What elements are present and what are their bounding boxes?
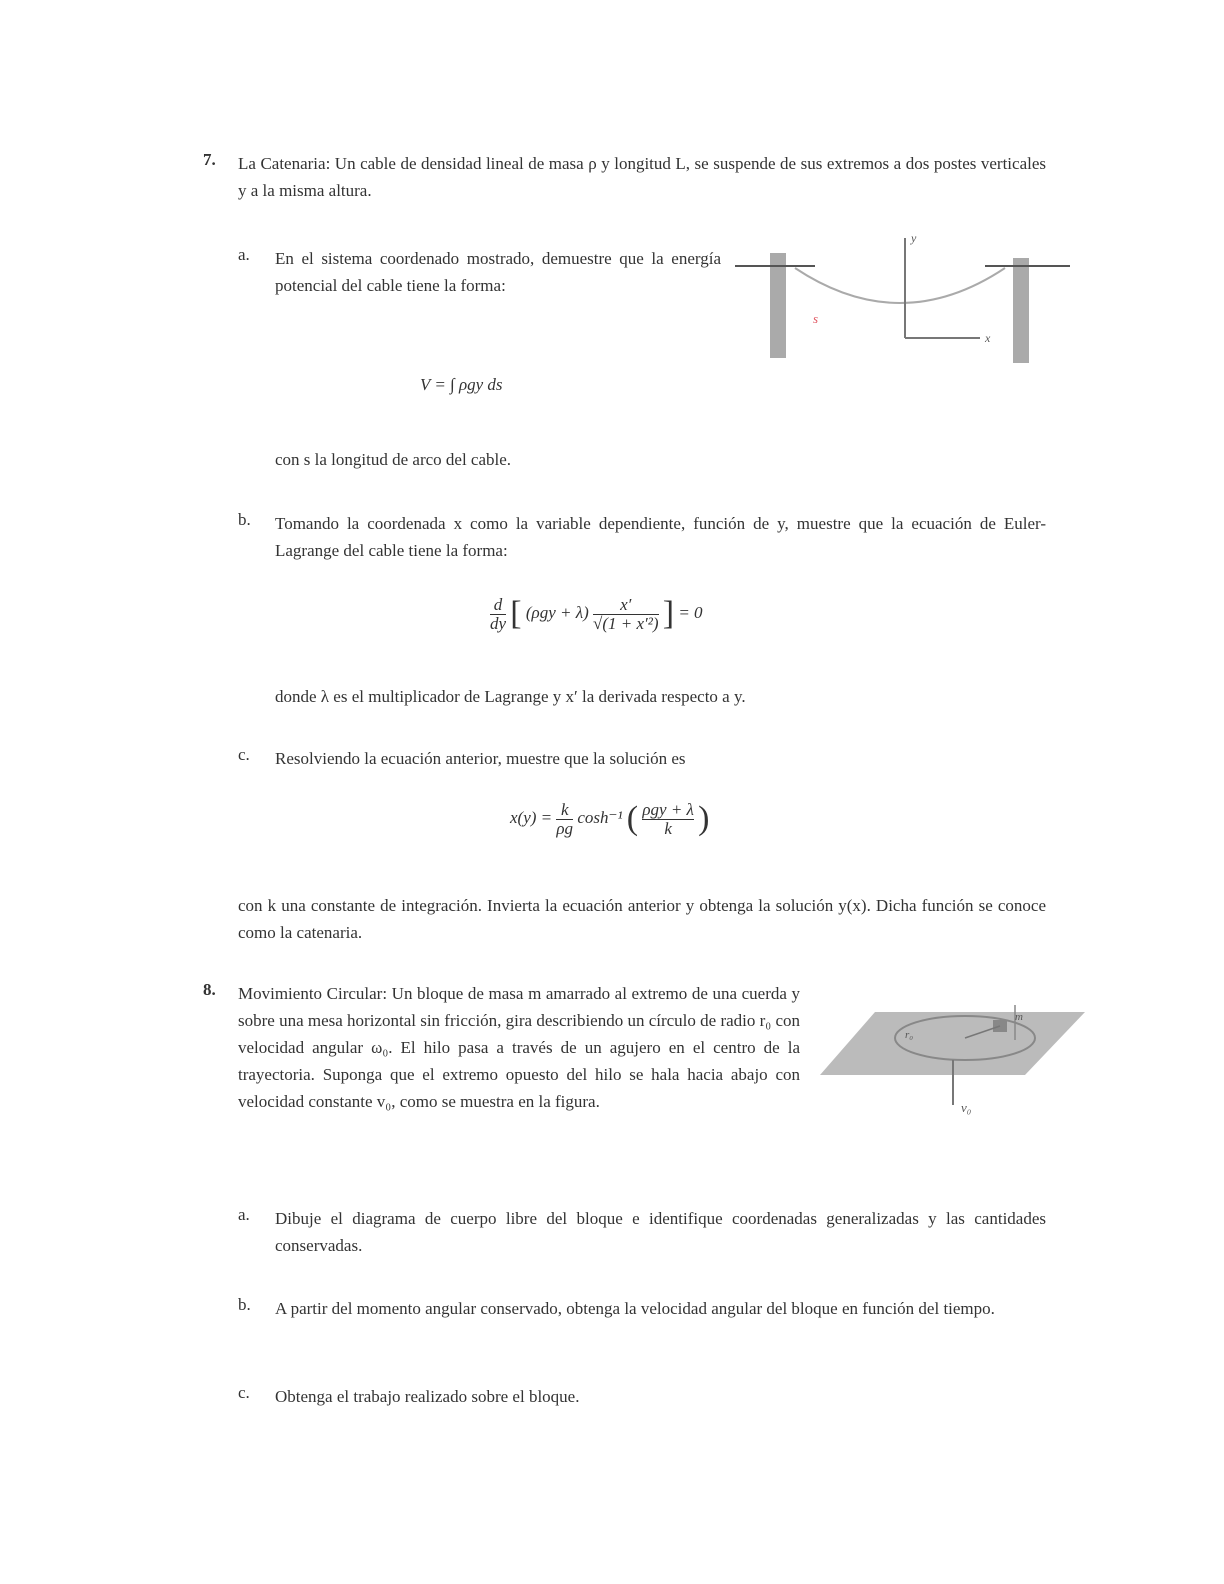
problem-8-intro: Movimiento Circular: Un bloque de masa m amarrado al extremo de una cuerda y sobre una mesa horizontal sin fricción, gira describiendo un círculo de radio r₀ con velocidad angular ω₀. El hilo pasa a través de un agujero en el centro de la trayectoria. Suponga que el extremo opuesto del hilo se hala hacia abajo con velocidad constante v₀, como se muestra en la figura.	[238, 984, 801, 1111]
right-pole	[1013, 258, 1029, 363]
radius-label: r₀	[905, 1029, 914, 1041]
eq-k: k	[560, 799, 569, 819]
circular-motion-figure	[815, 1000, 1095, 1130]
problem-7-number: 7.	[203, 150, 216, 169]
pull-velocity-label: v₀	[961, 1100, 972, 1115]
problem-7a-text: En el sistema coordenado mostrado, demuestre que la energía potencial del cable tiene la forma:	[275, 249, 721, 295]
eq-den-c: k	[642, 819, 694, 838]
problem-8c-label: c.	[238, 1383, 250, 1402]
equation-potential-energy: V = ∫ ρgy ds	[420, 375, 503, 394]
arc-label: s	[813, 311, 819, 326]
problem-7a-after: con s la longitud de arco del cable.	[275, 450, 512, 469]
y-axis-label: y	[911, 231, 917, 245]
problem-8c-text: Obtenga el trabajo realizado sobre el bloque.	[275, 1387, 580, 1406]
eq-rhs: = 0	[678, 602, 703, 622]
left-pole	[770, 253, 786, 358]
mass-label: m	[1015, 1011, 1023, 1023]
eq-lhs: x(y) =	[510, 807, 553, 827]
catenary-figure	[735, 228, 1075, 368]
problem-7c-text: Resolviendo la ecuación anterior, muestre que la solución es	[275, 749, 686, 768]
problem-7b-after: donde λ es el multiplicador de Lagrange y x′ la derivada respecto a y.	[275, 687, 746, 706]
problem-7a-label: a.	[238, 245, 250, 264]
problem-7-intro: La Catenaria: Un cable de densidad lineal de masa ρ y longitud L, se suspende de sus extremos a dos postes verticales y a la misma altura.	[238, 154, 1046, 200]
problem-7c-label: c.	[238, 745, 250, 764]
problem-7c-after: con k una constante de integración. Invierta la ecuación anterior y obtenga la solución y(x). Dicha función se conoce como la catenaria.	[238, 896, 1046, 942]
equation-euler-lagrange: $\frac{d}{dy}$ [ (ρgy + λ) $\frac{x'}{\text{√(1 + x′²)}}$ ] = 0	[490, 594, 703, 633]
problem-8b-label: b.	[238, 1295, 251, 1314]
problem-8a-label: a.	[238, 1205, 250, 1224]
eq-num-c: ρgy + λ	[642, 799, 694, 819]
eq-d: d	[493, 594, 503, 614]
eq-dy: dy	[490, 613, 507, 633]
problem-8a-text: Dibuje el diagrama de cuerpo libre del bloque e identifique coordenadas generalizadas y las cantidades conservadas.	[275, 1209, 1046, 1255]
equation-solution: x(y) = $\frac{k}{\rho g}$ cosh⁻¹ ( $\frac{\text{ρgy + λ}}{k}$ )	[510, 799, 710, 838]
problem-8-number: 8.	[203, 980, 216, 999]
cable-curve	[795, 268, 1005, 303]
problem-7b-text: Tomando la coordenada x como la variable dependiente, función de y, muestre que la ecuación de Euler-Lagrange del cable tiene la forma:	[275, 514, 1046, 560]
eq-den: √(1 + x′²)	[593, 613, 659, 633]
x-axis-label: x	[985, 331, 991, 345]
eq-rg: ρg	[556, 818, 574, 838]
problem-8b-text: A partir del momento angular conservado, obtenga la velocidad angular del bloque en función del tiempo.	[275, 1299, 995, 1318]
eq-cosh: cosh⁻¹	[577, 807, 623, 827]
eq-mid: (ρgy + λ)	[525, 602, 589, 622]
problem-7b-label: b.	[238, 510, 251, 529]
eq-num: x′	[620, 594, 632, 614]
